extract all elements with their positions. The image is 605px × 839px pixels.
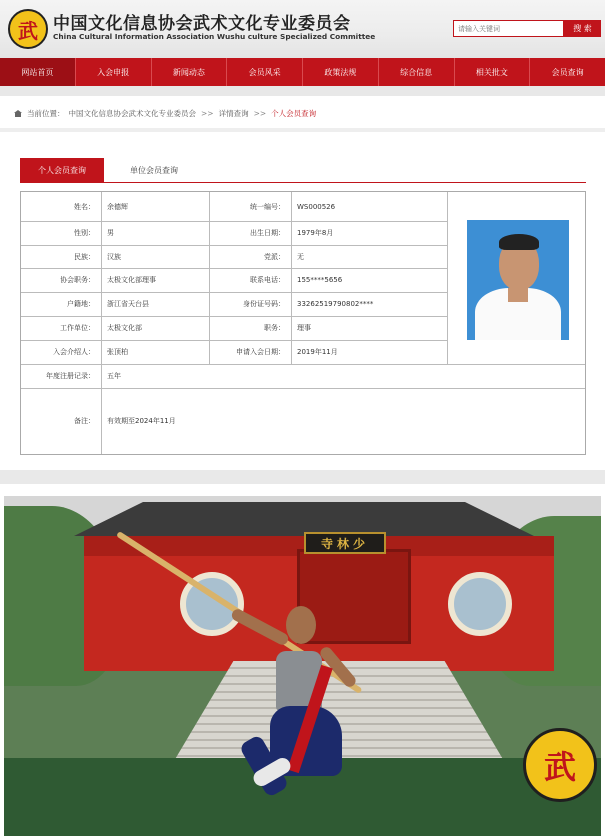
photo-hair (499, 234, 539, 250)
breadcrumb-prefix: 当前位置： (27, 109, 65, 118)
association-seal (523, 728, 597, 802)
referrer-value: 张顶柏 (107, 348, 128, 356)
photo-neck (508, 288, 528, 302)
nav-item-member-query[interactable]: 会员查询 (551, 67, 584, 77)
idcard-label: 身份证号码： (243, 300, 285, 308)
search-input[interactable] (453, 20, 564, 37)
search-box (453, 20, 601, 37)
site-header (0, 0, 605, 58)
site-logo[interactable] (8, 9, 48, 49)
name-label: 姓名： (74, 202, 95, 211)
breadcrumb-org[interactable]: 中国文化信息协会武术文化专业委员会 (68, 109, 196, 118)
query-tabs (20, 158, 586, 183)
seal-glyph: 武 (543, 748, 576, 786)
member-info-table (20, 191, 586, 455)
birth-value: 1979年8月 (297, 229, 334, 237)
nav-item-news[interactable]: 新闻动态 (152, 58, 228, 86)
nav-item-documents[interactable]: 相关批文 (455, 58, 531, 86)
martial-arts-photo (4, 496, 601, 836)
referrer-label: 入会介绍人： (53, 348, 95, 356)
gender-value: 男 (107, 229, 114, 237)
main-nav (0, 58, 605, 86)
duty-label: 职务： (264, 324, 285, 332)
fighter-head (286, 606, 316, 644)
name-value: 余德辉 (107, 202, 128, 211)
remarks-label: 备注： (74, 417, 95, 425)
temple-plaque: 寺林少 (304, 532, 386, 554)
breadcrumb (14, 108, 316, 119)
work-label: 工作单位： (60, 324, 95, 332)
breadcrumb-section[interactable]: 详情查询 (218, 109, 249, 118)
idcard-value: 33262519790802**** (297, 300, 374, 308)
tab-personal-member[interactable]: 个人会员查询 (20, 158, 104, 182)
ethnicity-value: 汉族 (107, 252, 121, 261)
header-band (0, 86, 605, 96)
phone-label: 联系电话： (250, 276, 285, 284)
ethnicity-label: 民族： (74, 252, 95, 261)
temple-roof (74, 502, 534, 536)
apply-date-label: 申请入会日期： (236, 348, 285, 356)
apply-date-value: 2019年11月 (297, 348, 338, 356)
home-icon (14, 110, 22, 117)
nav-item-home[interactable]: 网站首页 (0, 58, 76, 86)
breadcrumb-separator: >> (253, 109, 267, 118)
household-label: 户籍地： (67, 300, 95, 308)
nav-item-policy[interactable]: 政策法规 (303, 58, 379, 86)
divider (0, 128, 605, 132)
nav-item-join[interactable]: 入会申报 (76, 58, 152, 86)
site-subtitle: China Cultural Information Association Wushu culture Specialized Committee (53, 32, 376, 41)
site-title: 中国文化信息协会武术文化专业委员会 (53, 14, 351, 34)
phone-value: 155****5656 (297, 276, 343, 284)
logo-glyph: 武 (18, 18, 38, 43)
gender-label: 性别： (74, 229, 95, 237)
annual-record-value: 五年 (107, 372, 121, 380)
member-photo (467, 220, 569, 340)
section-divider (0, 470, 605, 484)
household-value: 浙江省天台县 (107, 300, 149, 308)
position-label: 协会职务： (60, 276, 95, 284)
position-value: 太极文化部理事 (107, 276, 156, 284)
tab-unit-member[interactable]: 单位会员查询 (130, 165, 178, 175)
id-value: WS000526 (297, 202, 336, 211)
remarks-value: 有效期至2024年11月 (107, 417, 176, 425)
search-button[interactable]: 搜 索 (564, 20, 601, 37)
breadcrumb-separator: >> (201, 109, 214, 118)
annual-record-label: 年度注册记录： (46, 372, 95, 380)
party-label: 党派： (264, 252, 285, 261)
col-line (447, 192, 448, 364)
work-value: 太极文化部 (107, 324, 142, 332)
id-label: 统一编号： (250, 202, 285, 211)
duty-value: 理事 (297, 324, 311, 332)
nav-item-info[interactable]: 综合信息 (379, 58, 455, 86)
birth-label: 出生日期： (250, 229, 285, 237)
nav-item-members[interactable]: 会员风采 (227, 58, 303, 86)
temple-round-window-right (448, 572, 512, 636)
party-value: 无 (297, 252, 304, 261)
breadcrumb-current: 个人会员查询 (271, 109, 317, 118)
